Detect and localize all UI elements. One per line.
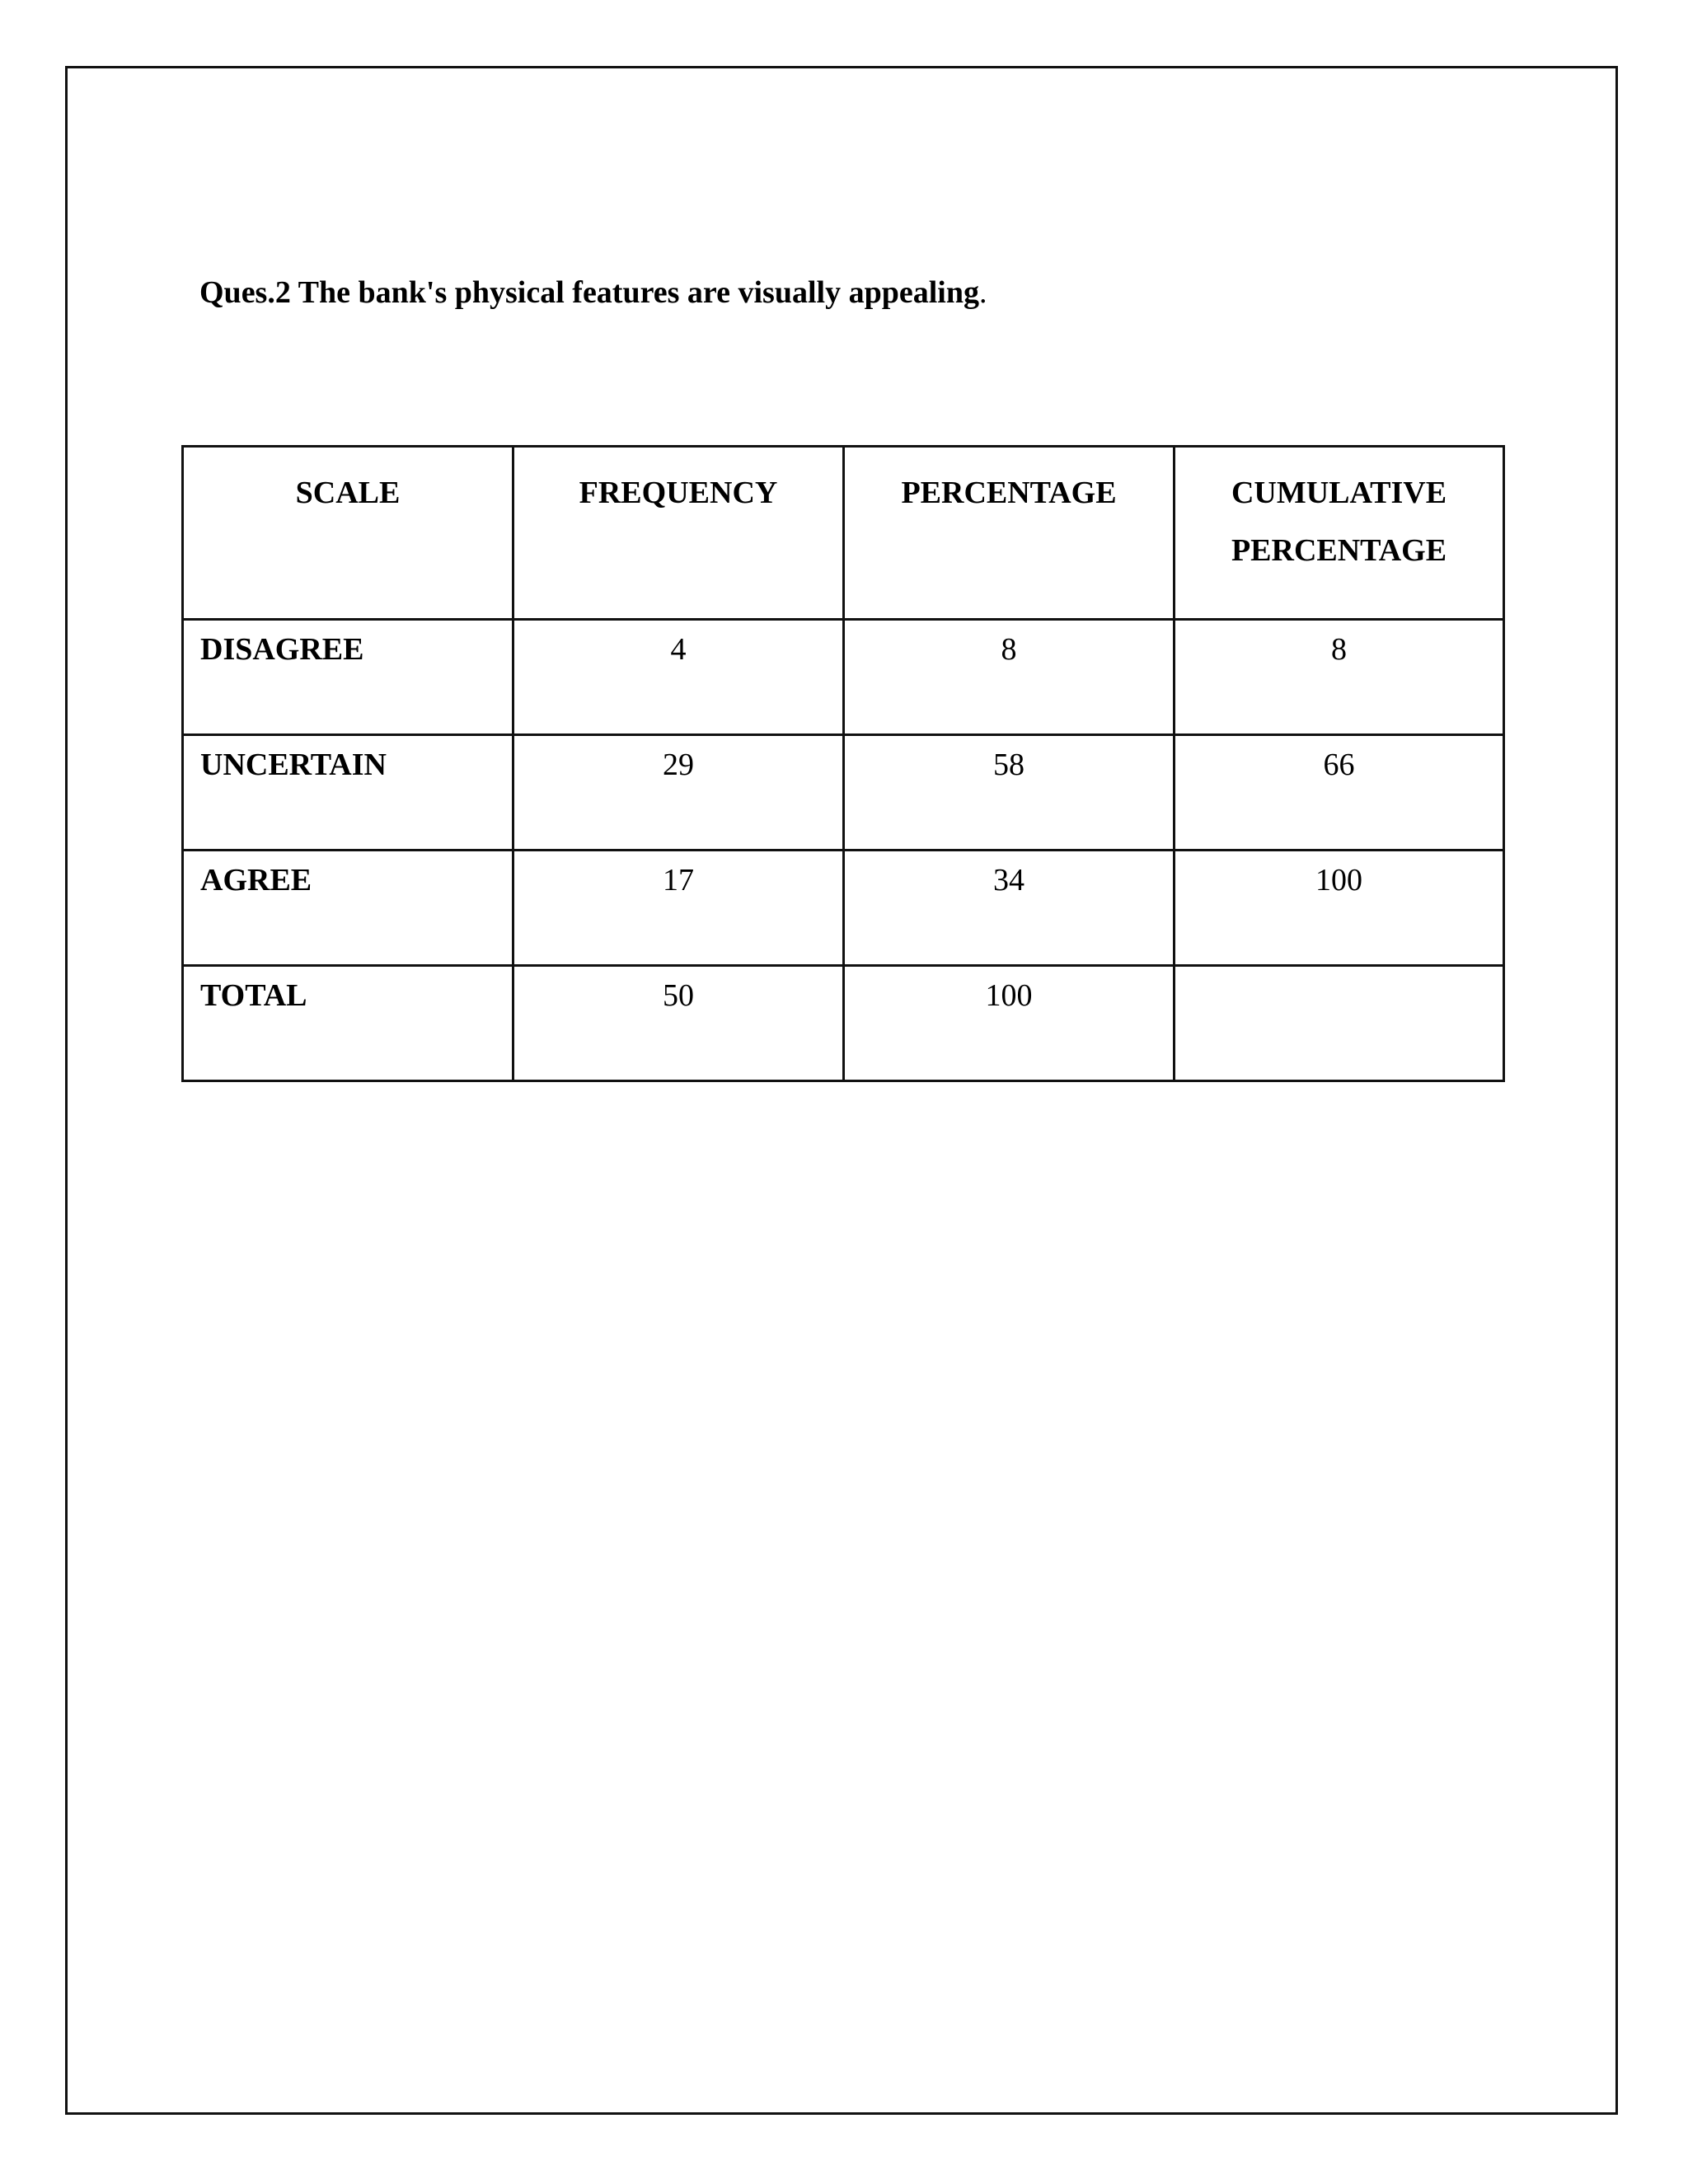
cell-frequency: 17 bbox=[513, 851, 844, 966]
cell-percentage: 58 bbox=[844, 735, 1175, 851]
cell-cumulative: 66 bbox=[1175, 735, 1504, 851]
cell-scale: DISAGREE bbox=[183, 620, 513, 735]
frequency-table bbox=[181, 445, 1505, 1082]
cell-cumulative: 100 bbox=[1175, 851, 1504, 966]
cell-percentage: 8 bbox=[844, 620, 1175, 735]
table-row bbox=[183, 620, 1504, 735]
header-scale: SCALE bbox=[183, 447, 513, 620]
table-row bbox=[183, 851, 1504, 966]
header-percentage: PERCENTAGE bbox=[844, 447, 1175, 620]
page-border bbox=[65, 66, 1618, 2115]
cell-scale: AGREE bbox=[183, 851, 513, 966]
cell-percentage: 34 bbox=[844, 851, 1175, 966]
question-heading bbox=[199, 274, 987, 312]
table-header-row bbox=[183, 447, 1504, 620]
cell-frequency: 50 bbox=[513, 966, 844, 1081]
cell-scale: TOTAL bbox=[183, 966, 513, 1081]
question-end-mark: . bbox=[978, 275, 987, 310]
cell-cumulative: 8 bbox=[1175, 620, 1504, 735]
question-text: Ques.2 The bank's physical features are visually appealing bbox=[199, 275, 979, 310]
cell-percentage: 100 bbox=[844, 966, 1175, 1081]
header-cumulative-percentage: CUMULATIVE PERCENTAGE bbox=[1175, 447, 1504, 620]
cell-scale: UNCERTAIN bbox=[183, 735, 513, 851]
cell-frequency: 4 bbox=[513, 620, 844, 735]
header-frequency: FREQUENCY bbox=[513, 447, 844, 620]
table-row bbox=[183, 966, 1504, 1081]
table-row bbox=[183, 735, 1504, 851]
cell-frequency: 29 bbox=[513, 735, 844, 851]
cell-cumulative bbox=[1175, 966, 1504, 1081]
